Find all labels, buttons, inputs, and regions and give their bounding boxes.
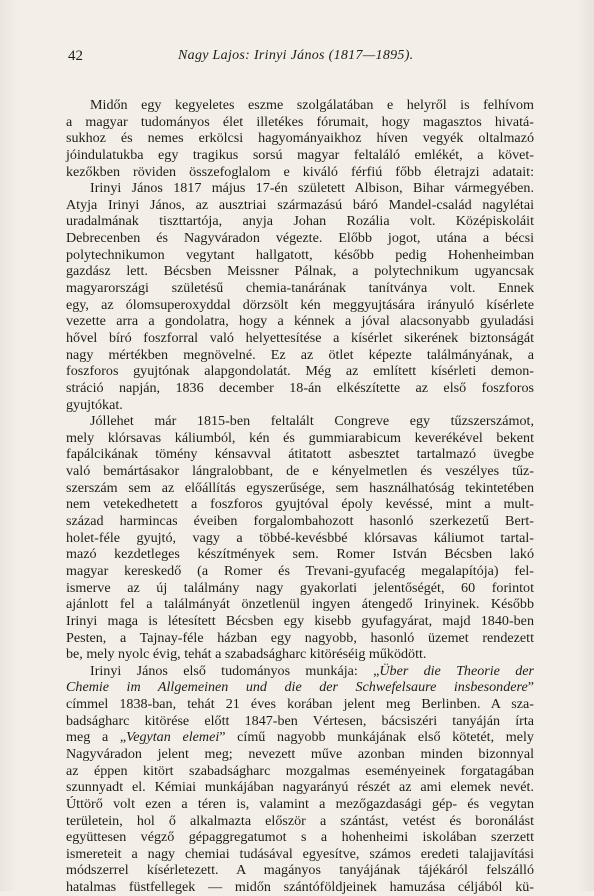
text-segment: Atyja Irinyi János, az ausztriai származású báró Mandel-család nagylétai <box>66 196 534 213</box>
text-line <box>66 862 534 879</box>
running-head: Nagy Lajos: Irinyi János (1817—1895). <box>178 48 414 63</box>
text-segment: jóindulatukba egy tragikus sorsú magyar feltaláló emlékét, a követ- <box>66 146 534 163</box>
page-header <box>68 48 528 70</box>
text-line <box>66 180 534 197</box>
text-segment: az éppen kitört szabadságharc mozgalmas eseményeinek forgatagában <box>66 762 534 779</box>
text-segment: szunnyadt el. Kémiai munkájában nagyarányú részét az ami elemek nevét. <box>66 779 534 796</box>
text-line <box>66 164 534 181</box>
text-line <box>66 829 534 846</box>
text-segment: Úttörő volt ezen a téren is, valamint a mezőgazdasági gép- és vegytan <box>66 795 534 812</box>
text-segment: meg a „ <box>66 729 127 746</box>
text-line <box>66 430 534 447</box>
text-line <box>66 347 534 364</box>
text-segment: gyujtókat. <box>66 396 123 413</box>
text-segment: uradalmának tiszttartója, anyja Johan Rozália volt. Középiskoláit <box>66 213 534 230</box>
text-line <box>66 147 534 164</box>
body-text <box>66 97 534 896</box>
text-line <box>66 263 534 280</box>
text-line <box>66 696 534 713</box>
text-line <box>66 763 534 780</box>
text-segment: Midőn egy kegyeletes eszme szolgálatában e helyről is felhívom <box>90 97 534 113</box>
text-segment: badságharc kitörése előtt 1847-ben Vértesen, bácsiszéri tanyáján írta <box>66 712 534 729</box>
text-line <box>66 463 534 480</box>
text-segment: stráció napján, 1836 december 18-án elkészítette az első foszforos <box>66 379 534 396</box>
text-line <box>66 513 534 530</box>
text-line <box>66 280 534 297</box>
text-line <box>66 480 534 497</box>
text-segment: ” <box>527 679 534 696</box>
text-segment: a magyar tudományos élet illetékes fórumait, hogy magasztos hivatá- <box>66 113 534 130</box>
text-segment: nagy mértékben megnövelné. Ez az ötlet képezte találmányának, a <box>66 346 534 363</box>
text-line <box>66 380 534 397</box>
text-segment: való bemártásakor lángralobbant, de e kényelmetlen és veszélyes tűz- <box>66 463 534 480</box>
text-segment: címmel 1838-ban, tehát 21 éves korában jelent meg Berlinben. A sza- <box>66 696 534 713</box>
text-segment: nem vetekedhetett a foszforos gyujtóval époly kevéssé, mint a mult- <box>66 496 534 513</box>
text-line <box>66 813 534 830</box>
text-segment: egy, az ólomsuperoxyddal dörzsölt kén meggyujtására irányuló kísérlete <box>66 296 534 313</box>
text-segment: módszerrel kísérletezett. A magányos tanyájának tájékáról felszálló <box>66 862 534 879</box>
text-segment: mazó kezdetleges készítmények sem. Romer István Bécsben lakó <box>66 546 534 563</box>
italic-text-segment: Über die Theorie der <box>379 662 534 679</box>
text-line <box>66 613 534 630</box>
text-line <box>66 297 534 314</box>
text-segment: magyarországi születésű chemia-tanárának tanítványa volt. Ennek <box>66 280 534 297</box>
text-line <box>66 563 534 580</box>
text-segment: század harmincas éveiben forgalombahozott hasonló szerkezetű Bert- <box>66 513 534 530</box>
text-line <box>66 663 534 680</box>
text-segment: hatalmas füstfellegek — midőn szántóföldjeinek hamuzása céljából kü- <box>66 879 534 896</box>
text-line <box>66 796 534 813</box>
text-segment: szerszám sem az előállítás egyszerűsége, sem használhatóság tekintetében <box>66 479 534 496</box>
text-segment: foszforos gyujtónak alapgondolatát. Még az említett kísérleti demon- <box>66 363 534 380</box>
text-line <box>66 580 534 597</box>
text-segment: polytechnikumon vegytant hallgatott, később pedig Hohenheimban <box>66 246 534 263</box>
italic-text-segment: Vegytan elemei <box>126 729 220 746</box>
text-line <box>66 313 534 330</box>
text-line <box>66 446 534 463</box>
text-line <box>66 363 534 380</box>
text-segment: mely klórsavas káliumból, kén és gummiarabicum keverékével bekent <box>66 429 534 446</box>
text-segment: vezette arra a gondolatra, hogy a kénnek a jóval alacsonyabb gyuladási <box>66 313 534 330</box>
text-line <box>66 330 534 347</box>
text-segment: hővel bíró foszforral való helyettesítése a kísérlet sikerének biztonságát <box>66 329 534 346</box>
text-line <box>66 646 534 663</box>
text-segment: magyar kereskedő (a Romer és Trevani-gyufacég megalapítója) fel- <box>66 562 534 579</box>
text-line <box>66 130 534 147</box>
text-line <box>66 114 534 131</box>
text-segment: fapálcikának tömény kénsavval átitatott asbesztet tartalmazó üvegbe <box>66 446 534 463</box>
text-line <box>66 213 534 230</box>
text-line <box>66 496 534 513</box>
text-segment: ” című nagyobb munkájának első kötetét, mely <box>219 729 534 746</box>
text-segment: ajánlott fel a találmányát önzetlenül ingyen átengedő Irinyinek. Később <box>66 596 534 613</box>
text-line <box>66 630 534 647</box>
text-line <box>66 846 534 863</box>
text-segment: ismerve az új találmány nagy gyakorlati jelentőségét, 60 forintot <box>66 579 534 596</box>
text-segment: Jóllehet már 1815-ben feltalált Congreve egy tűzszerszámot, <box>90 413 534 430</box>
text-segment: Irinyi János első tudományos munkája: „ <box>90 662 380 679</box>
text-line <box>66 596 534 613</box>
text-segment: Pesten, a Tajnay-féle házban egy nagyobb, hasonló üzemet rendezett <box>66 629 534 646</box>
text-segment: sukhoz és nemes erkölcsi hagyományaikhoz híven vegyék oltalmazó <box>66 130 534 147</box>
text-segment: Nagyváradon jelent meg; nevezett műve azonban minden bizonnyal <box>66 745 534 762</box>
text-line <box>66 746 534 763</box>
text-line <box>66 679 534 696</box>
text-line <box>66 530 534 547</box>
text-line <box>66 779 534 796</box>
text-segment: kezőkben röviden összefoglalom e kiváló férfiú főbb életrajzi adatait: <box>66 163 534 180</box>
text-line <box>66 230 534 247</box>
text-segment: gazdász lett. Bécsben Meissner Pálnak, a polytechnikum ugyancsak <box>66 263 534 280</box>
text-line <box>66 247 534 264</box>
text-segment: területein, hol ő alkalmazta először a szántást, vetést és boronálást <box>66 812 534 829</box>
text-line <box>66 546 534 563</box>
text-segment: Debrecenben és Nagyváradon végezte. Előbb jogot, utána a bécsi <box>66 230 534 247</box>
text-line <box>66 397 534 414</box>
text-line <box>66 197 534 214</box>
text-line <box>66 729 534 746</box>
text-segment: be, mely nyolc évig, tehát a szabadságharc kitöréséig működött. <box>66 646 427 663</box>
text-segment: ismereteit a nagy chemiai tudásával egyesítve, számos eredeti talajjavítási <box>66 845 534 862</box>
page-number: 42 <box>68 48 83 64</box>
text-segment: holet-féle gyujtó, vagy a többé-kevésbbé klórsavas káliumot tartal- <box>66 529 534 546</box>
text-line <box>66 879 534 896</box>
italic-text-segment: Chemie im Allgemeinen und die der Schwefelsaure insbesondere <box>66 679 528 696</box>
text-line <box>66 413 534 430</box>
text-segment: Irinyi maga is létesített Bécsben egy kisebb gyufagyárat, majd 1840-ben <box>66 612 534 629</box>
text-line <box>66 97 534 114</box>
text-segment: Irinyi János 1817 május 17-én született Albison, Bihar vármegyében. <box>90 180 534 197</box>
text-segment: együttesen végző gépaggregatumot s a hohenheimi iskolában szerzett <box>66 829 534 846</box>
text-line <box>66 713 534 730</box>
